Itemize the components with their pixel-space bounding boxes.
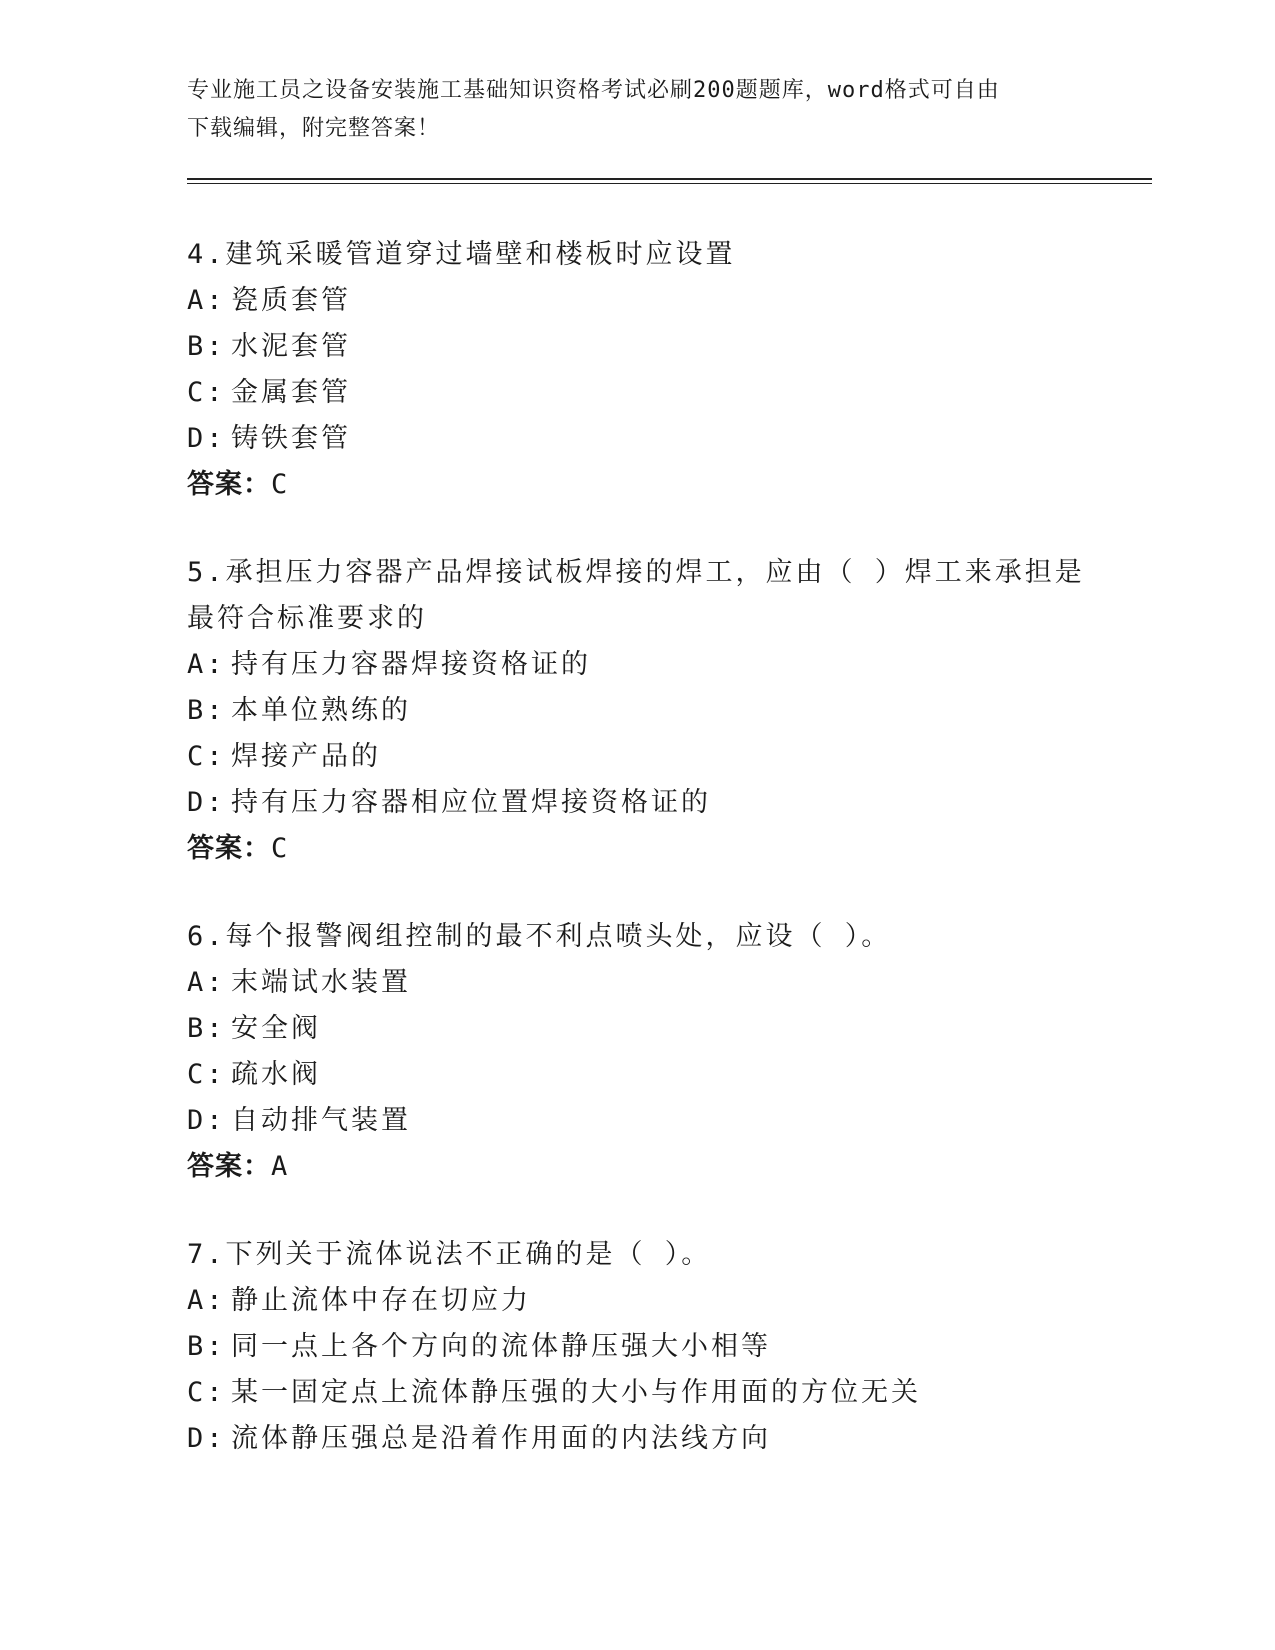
option-text: 某一固定点上流体静压强的大小与作用面的方位无关 — [231, 1377, 921, 1408]
question-6 — [187, 914, 1087, 1190]
option-letter: B: — [187, 331, 226, 362]
option-a — [187, 642, 1087, 688]
option-text: 持有压力容器相应位置焊接资格证的 — [231, 787, 711, 818]
option-text: 铸铁套管 — [231, 423, 351, 454]
answer-label: 答案： — [187, 833, 271, 864]
option-text: 瓷质套管 — [231, 285, 351, 316]
option-text: 水泥套管 — [231, 331, 351, 362]
option-letter: A: — [187, 967, 226, 998]
option-b — [187, 324, 1087, 370]
answer-value: C — [271, 469, 290, 500]
option-b — [187, 688, 1087, 734]
question-7 — [187, 1232, 1087, 1462]
option-text: 静止流体中存在切应力 — [231, 1285, 531, 1316]
header-title-line-2: 下载编辑，附完整答案！ — [187, 116, 441, 141]
option-letter: B: — [187, 1013, 226, 1044]
header-divider-thick — [187, 178, 1152, 180]
option-c — [187, 1370, 1087, 1416]
option-a — [187, 960, 1087, 1006]
question-4 — [187, 232, 1087, 508]
question-stem: 6.每个报警阀组控制的最不利点喷头处，应设（ ）。 — [187, 921, 892, 952]
option-d — [187, 1098, 1087, 1144]
option-text: 流体静压强总是沿着作用面的内法线方向 — [231, 1423, 771, 1454]
option-b — [187, 1324, 1087, 1370]
option-letter: C: — [187, 1377, 226, 1408]
option-c — [187, 1052, 1087, 1098]
option-a — [187, 278, 1087, 324]
document-header — [187, 72, 1087, 148]
option-letter: D: — [187, 1423, 226, 1454]
answer-value: A — [271, 1151, 290, 1182]
option-letter: D: — [187, 1105, 226, 1136]
answer-line — [187, 826, 1087, 872]
question-stem: 5.承担压力容器产品焊接试板焊接的焊工，应由（ ）焊工来承担是最符合标准要求的 — [187, 557, 1085, 634]
option-text: 焊接产品的 — [231, 741, 381, 772]
option-text: 疏水阀 — [231, 1059, 321, 1090]
answer-label: 答案： — [187, 1151, 271, 1182]
answer-line — [187, 1144, 1087, 1190]
option-text: 金属套管 — [231, 377, 351, 408]
question-stem: 7.下列关于流体说法不正确的是（ ）。 — [187, 1239, 712, 1270]
option-letter: A: — [187, 285, 226, 316]
option-letter: A: — [187, 649, 226, 680]
option-b — [187, 1006, 1087, 1052]
option-letter: D: — [187, 423, 226, 454]
option-letter: B: — [187, 695, 226, 726]
answer-label: 答案： — [187, 469, 271, 500]
answer-line — [187, 462, 1087, 508]
question-list — [187, 232, 1087, 1504]
option-d — [187, 780, 1087, 826]
option-text: 自动排气装置 — [231, 1105, 411, 1136]
option-letter: A: — [187, 1285, 226, 1316]
option-c — [187, 734, 1087, 780]
option-letter: C: — [187, 1059, 226, 1090]
option-text: 末端试水装置 — [231, 967, 411, 998]
option-a — [187, 1278, 1087, 1324]
option-letter: D: — [187, 787, 226, 818]
option-text: 持有压力容器焊接资格证的 — [231, 649, 591, 680]
option-text: 安全阀 — [231, 1013, 321, 1044]
question-5 — [187, 550, 1087, 872]
option-c — [187, 370, 1087, 416]
header-title-line-1: 专业施工员之设备安装施工基础知识资格考试必刷200题题库，word格式可自由 — [187, 78, 1000, 103]
option-letter: C: — [187, 377, 226, 408]
option-letter: C: — [187, 741, 226, 772]
header-divider-thin — [187, 183, 1152, 184]
option-text: 本单位熟练的 — [231, 695, 411, 726]
answer-value: C — [271, 833, 290, 864]
option-d — [187, 1416, 1087, 1462]
option-text: 同一点上各个方向的流体静压强大小相等 — [231, 1331, 771, 1362]
option-d — [187, 416, 1087, 462]
option-letter: B: — [187, 1331, 226, 1362]
question-stem: 4.建筑采暖管道穿过墙壁和楼板时应设置 — [187, 239, 736, 270]
